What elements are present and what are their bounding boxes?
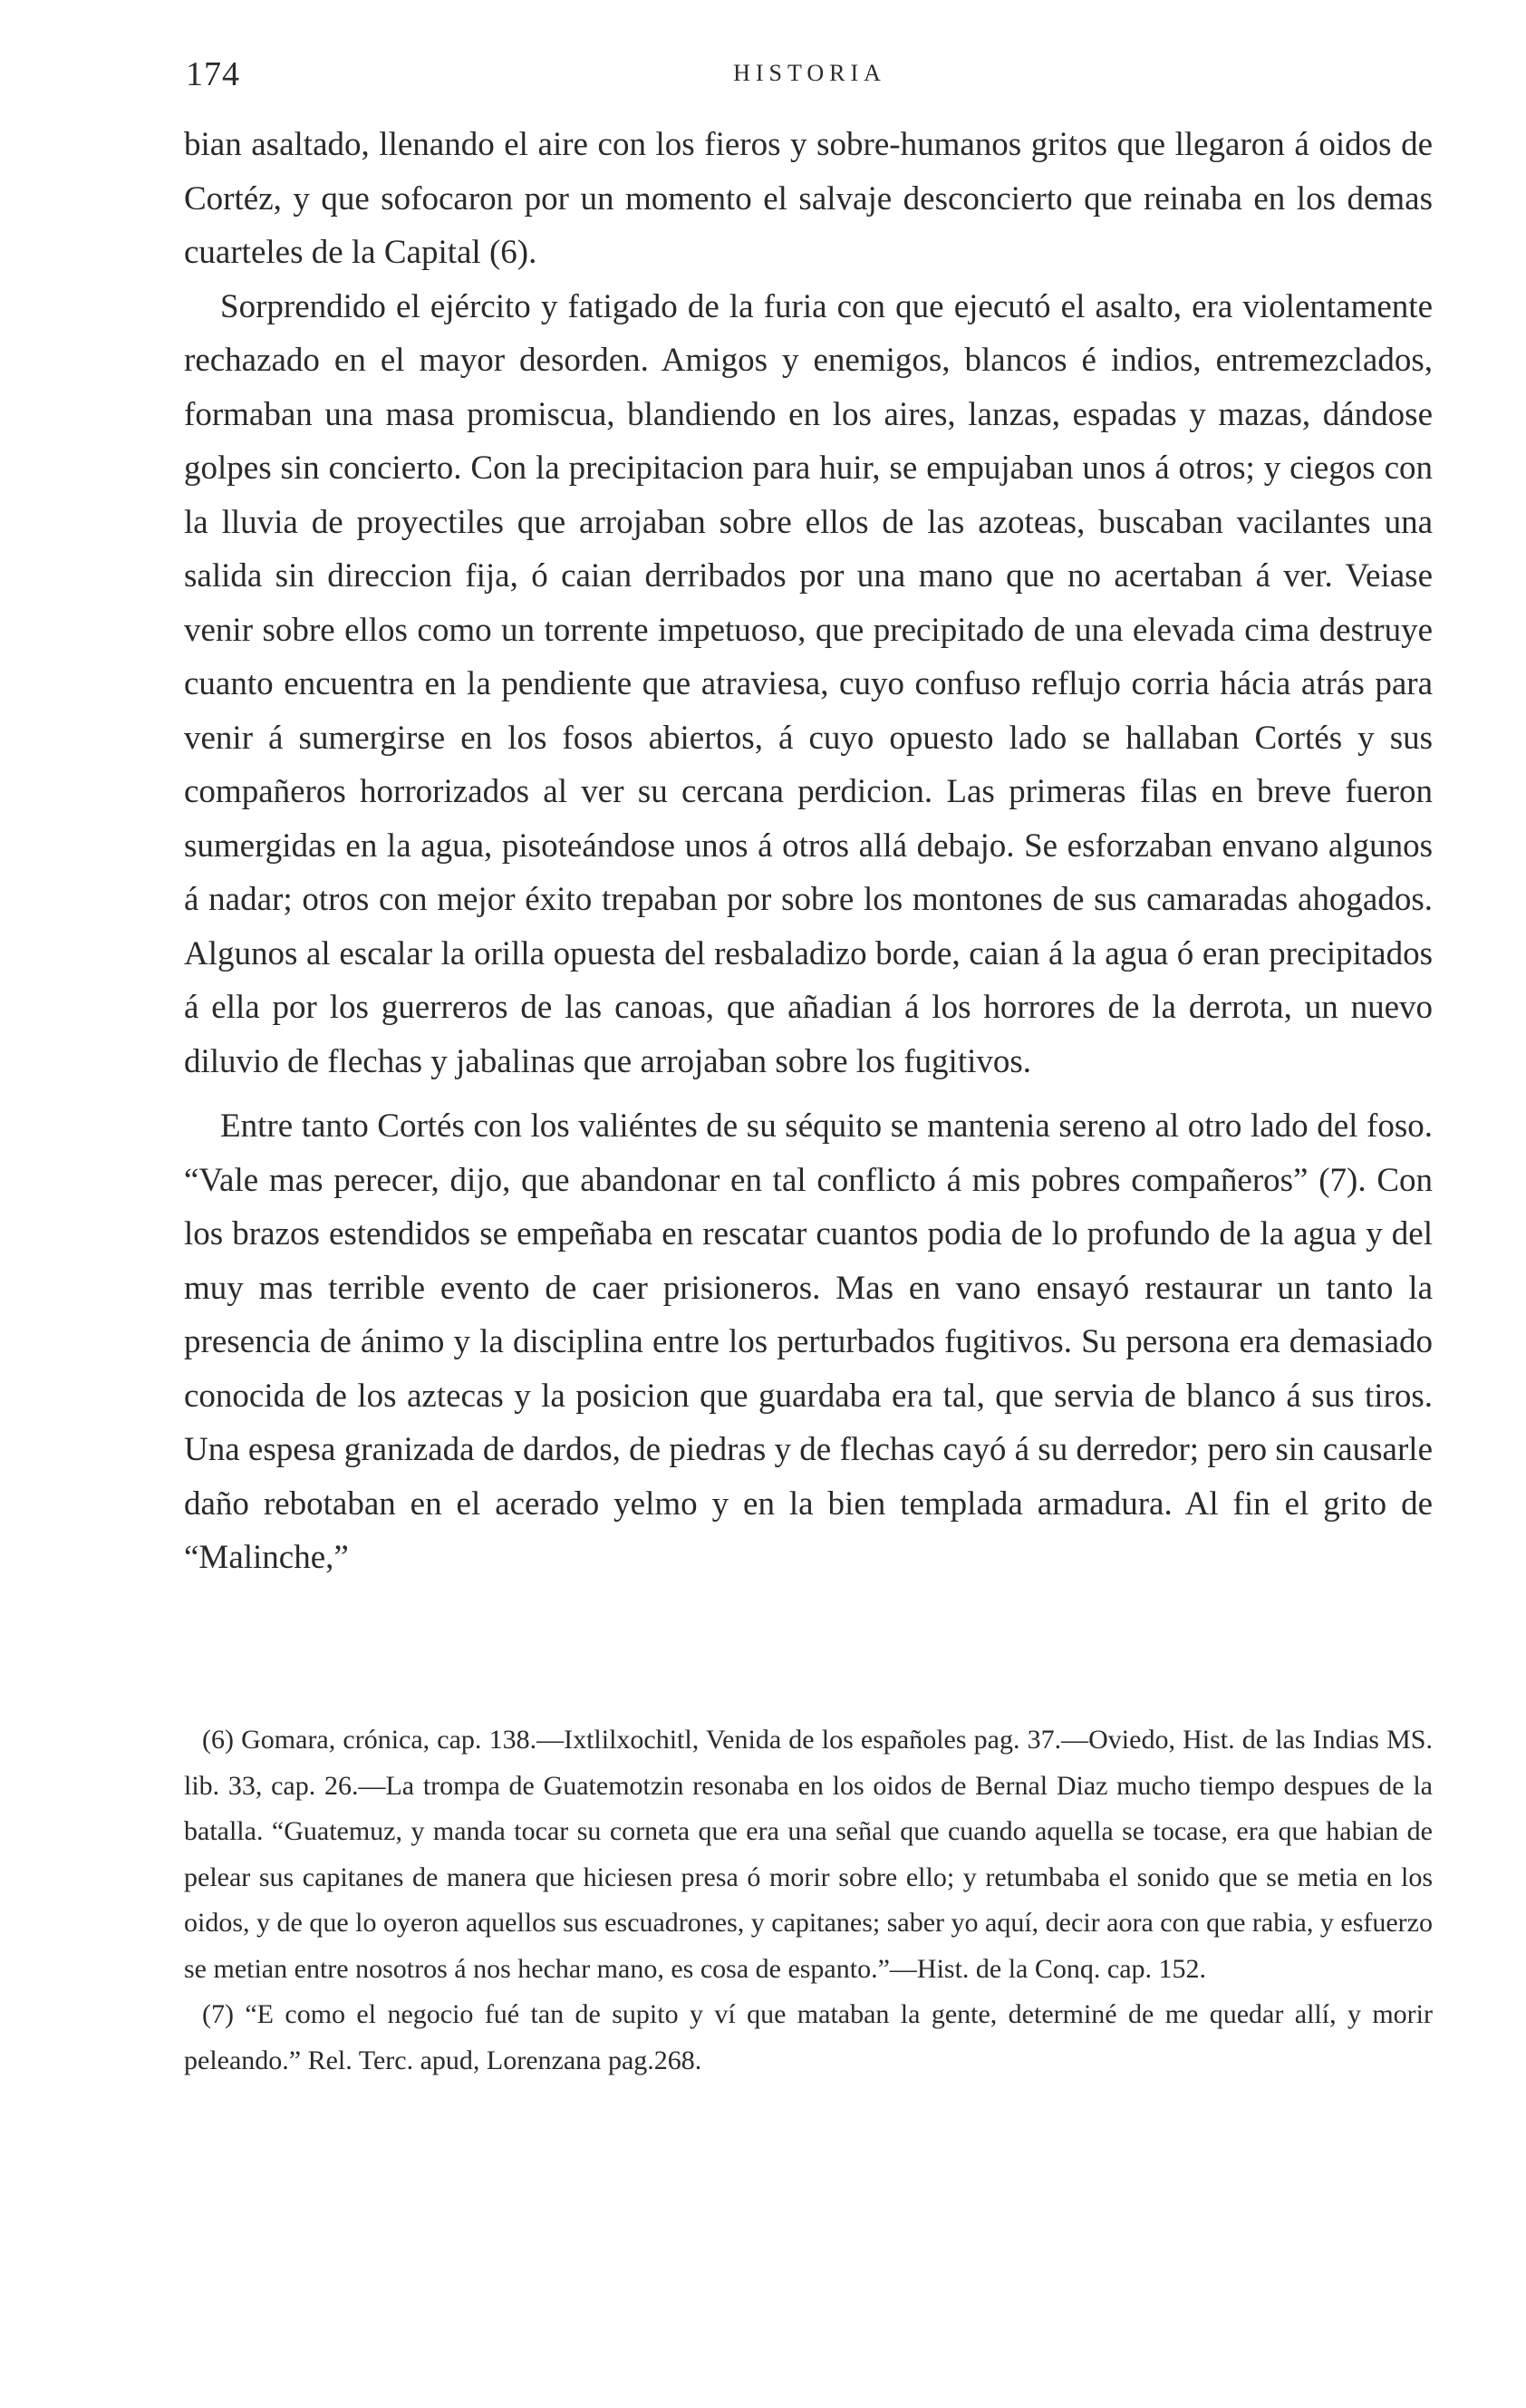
paragraph-2: Sorprendido el ejército y fatigado de la furia con que ejecutó el asalto, era violentamente rechazado en el mayor desorden. Amigos y enemigos, blancos é indios, entremezclados, formaban una masa promiscua, blandiendo en los aires, lanzas, espadas y mazas, dándose golpes sin concierto. Con la precipitacion para huir, se empujaban unos á otros; y ciegos con la lluvia de proyectiles que arrojaban sobre ellos de las azoteas, buscaban vacilantes una salida sin direccion fija, ó caian derribados por una mano que no acertaban á ver. Veiase venir sobre ellos como un torrente impetuoso, que precipitado de una elevada cima destruye cuanto encuentra en la pendiente que atraviesa, cuyo confuso reflujo corria hácia atrás para venir á sumergirse en los fosos abiertos, á cuyo opuesto lado se hallaban Cortés y sus compañeros horrorizados al ver su cercana perdicion. Las primeras filas en breve fueron sumergidas en la agua, pisoteándose unos á otros allá debajo. Se esforzaban envano algunos á nadar; otros con mejor éxito trepaban por sobre los montones de sus camaradas ahogados. Algunos al escalar la orilla opuesta del resbaladizo borde, caian á la agua ó eran precipitados á ella por los guerreros de las canoas, que añadian á los horrores de la derrota, un nuevo diluvio de flechas y jabalinas que arrojaban sobre los fugitivos. bbox=[184, 287, 1433, 1080]
page-header bbox=[186, 54, 1434, 109]
footnote-6: (6) Gomara, crónica, cap. 138.—Ixtlilxochitl, Venida de los españoles pag. 37.—Oviedo, Hist. de las Indias MS. lib. 33, cap. 26.—La trompa de Guatemotzin resonaba en los oidos de Bernal Diaz mucho tiempo despues de la batalla. “Guatemuz, y manda tocar su corneta que era una señal que cuando aquella se tocase, era que habian de pelear sus capitanes de manera que hiciesen presa ó morir sobre ello; y retumbaba el sonido que se metia en los oidos, y de que lo oyeron aquellos sus escuadrones, y capitanes; saber yo aquí, decir aora con que rabia, y esfuerzo se metian entre nosotros á nos hechar mano, es cosa de espanto.”—Hist. de la Conq. cap. 152. bbox=[184, 1725, 1433, 1984]
body-text bbox=[184, 118, 1433, 1585]
paragraph-3: Entre tanto Cortés con los valiéntes de su séquito se mantenia sereno al otro lado del foso. “Vale mas perecer, dijo, que abandonar en tal conflicto á mis pobres compañeros” (7). Con los brazos estendidos se empeñaba en rescatar cuantos podia de lo profundo de la agua y del muy mas terrible evento de caer prisioneros. Mas en vano ensayó restaurar un tanto la presencia de ánimo y la disciplina entre los perturbados fugitivos. Su persona era demasiado conocida de los aztecas y la posicion que guardaba era tal, que servia de blanco á sus tiros. Una espesa granizada de dardos, de piedras y de flechas cayó á su derredor; pero sin causarle daño rebotaban en el acerado yelmo y en la bien templada armadura. Al fin el grito de “Malinche,” bbox=[184, 1107, 1433, 1576]
page-number: 174 bbox=[186, 55, 240, 93]
paragraph-1: bian asaltado, llenando el aire con los fieros y sobre-humanos gritos que llegaron á oidos de Cortéz, y que sofocaron por un momento el salvaje desconcierto que reinaba en los demas cuarteles de la Capital (6). bbox=[184, 126, 1433, 271]
running-head: HISTORIA bbox=[733, 60, 886, 86]
paragraph-gap bbox=[184, 1088, 1433, 1099]
footnotes bbox=[184, 1717, 1433, 2084]
footnote-7: (7) “E como el negocio fué tan de supito y ví que mataban la gente, determiné de me quedar allí, y morir peleando.” Rel. Terc. apud, Lorenzana pag.268. bbox=[184, 1999, 1433, 2075]
